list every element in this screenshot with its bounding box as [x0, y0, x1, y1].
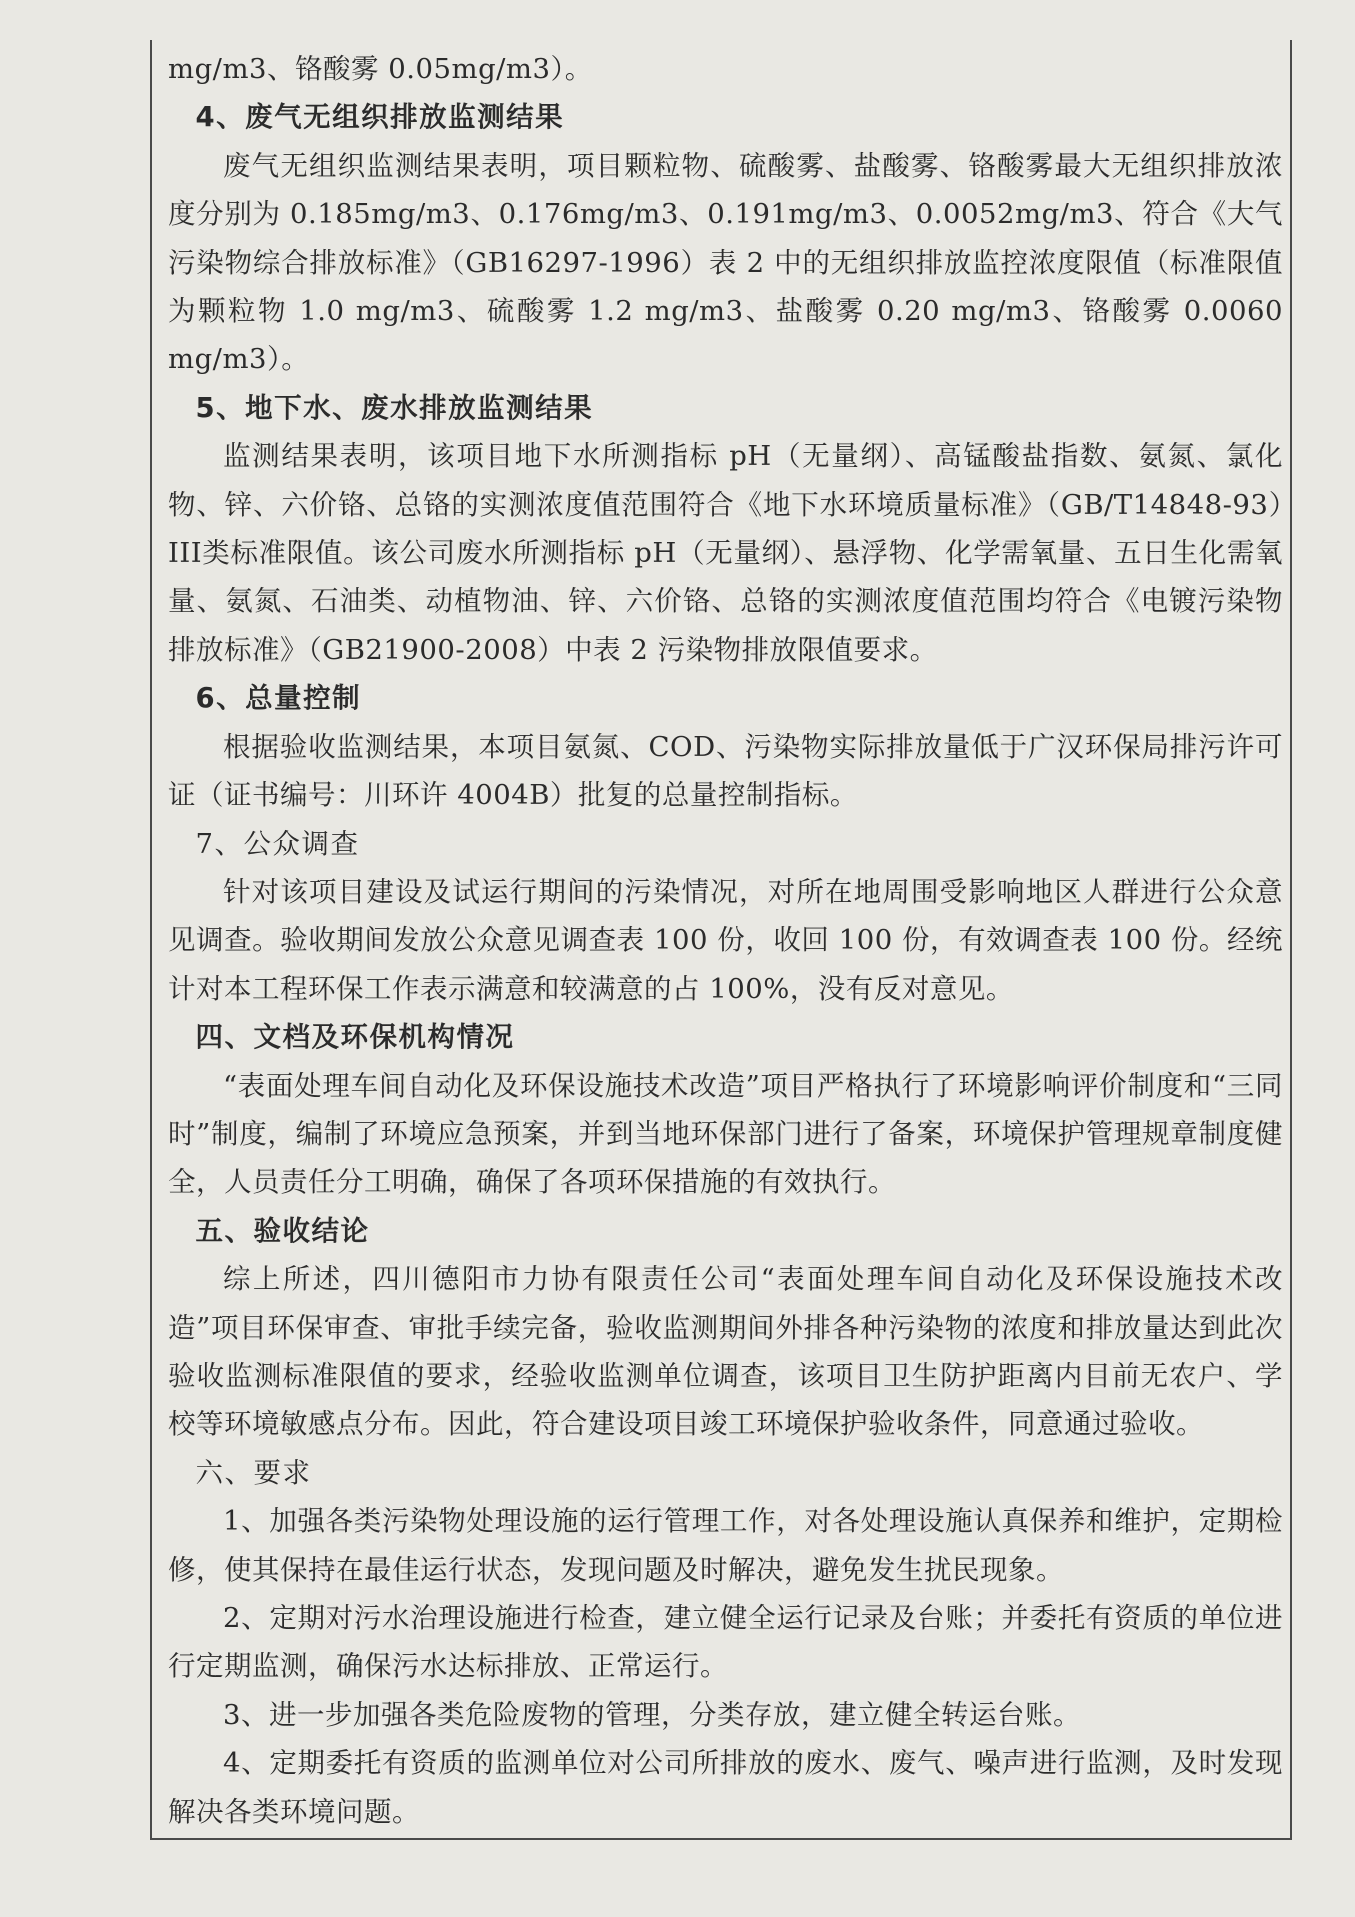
continued-paragraph: mg/m3、铬酸雾 0.05mg/m3）。: [168, 53, 593, 85]
section-heading-requirements: 六、要求: [195, 1456, 312, 1489]
paragraph-conclusion: 综上所述，四川德阳市力协有限责任公司“表面处理车间自动化及环保设施技术改造”项目环保审查、审批手续完备，验收监测期间外排各种污染物的浓度和排放量达到此次验收监测标准限值的要求，经验收监测单位调查，该项目卫生防护距离内目前无农户、学校等环境敏感点分布。因此，符合建设项目竣工环境保护验收条件，同意通过验收。: [168, 1263, 1283, 1441]
paragraph-groundwater-wastewater: 监测结果表明，该项目地下水所测指标 pH（无量纲）、高锰酸盐指数、氨氮、氯化物、锌、六价铬、总铬的实测浓度值范围符合《地下水环境质量标准》（GB/T14848-93）III类标准限值。该公司废水所测指标 pH（无量纲）、悬浮物、化学需氧量、五日生化需氧量、氨氮、石油类、动植物油、锌、六价铬、总铬的实测浓度值范围均符合《电镀污染物排放标准》（GB21900-2008）中表 2 污染物排放限值要求。: [168, 440, 1283, 666]
paragraph-public-survey: 针对该项目建设及试运行期间的污染情况，对所在地周围受影响地区人群进行公众意见调查。验收期间发放公众意见调查表 100 份，收回 100 份，有效调查表 100 份。经统计对本工程环保工作表示满意和较满意的占 100%，没有反对意见。: [168, 875, 1283, 1005]
requirement-item-1: 1、加强各类污染物处理设施的运行管理工作，对各处理设施认真保养和维护，定期检修，使其保持在最佳运行状态，发现问题及时解决，避免发生扰民现象。: [168, 1505, 1283, 1586]
requirement-item-2: 2、定期对污水治理设施进行检查，建立健全运行记录及台账；并委托有资质的单位进行定期监测，确保污水达标排放、正常运行。: [168, 1602, 1283, 1683]
section-heading-fugitive-emissions: 4、废气无组织排放监测结果: [195, 101, 565, 134]
section-heading-public-survey: 7、公众调查: [195, 827, 360, 860]
paragraph-total-control: 根据验收监测结果，本项目氨氮、COD、污染物实际排放量低于广汉环保局排污许可证（证书编号：川环许 4004B）批复的总量控制指标。: [168, 730, 1283, 812]
section-heading-total-control: 6、总量控制: [195, 682, 362, 715]
requirement-item-4: 4、定期委托有资质的监测单位对公司所排放的废水、废气、噪声进行监测，及时发现解决各类环境问题。: [168, 1747, 1283, 1828]
requirement-item-3: 3、进一步加强各类危险废物的管理，分类存放，建立健全转运台账。: [223, 1698, 1081, 1731]
paragraph-fugitive-emissions: 废气无组织监测结果表明，项目颗粒物、硫酸雾、盐酸雾、铬酸雾最大无组织排放浓度分别为 0.185mg/m3、0.176mg/m3、0.191mg/m3、0.0052mg/m3、符合《大气污染物综合排放标准》（GB16297-1996）表 2 中的无组织排放监控浓度限值（标准限值为颗粒物 1.0 mg/m3、硫酸雾 1.2 mg/m3、盐酸雾 0.20 mg/m3、铬酸雾 0.0060 mg/m3）。: [168, 149, 1283, 376]
section-heading-groundwater-wastewater: 5、地下水、废水排放监测结果: [195, 391, 594, 424]
paragraph-documentation: “表面处理车间自动化及环保设施技术改造”项目严格执行了环境影响评价制度和“三同时”制度，编制了环境应急预案，并到当地环保部门进行了备案，环境保护管理规章制度健全，人员责任分工明确，确保了各项环保措施的有效执行。: [168, 1069, 1283, 1199]
document-body: [168, 45, 1283, 1836]
section-heading-documentation: 四、文档及环保机构情况: [195, 1021, 515, 1054]
section-heading-conclusion: 五、验收结论: [195, 1214, 370, 1247]
